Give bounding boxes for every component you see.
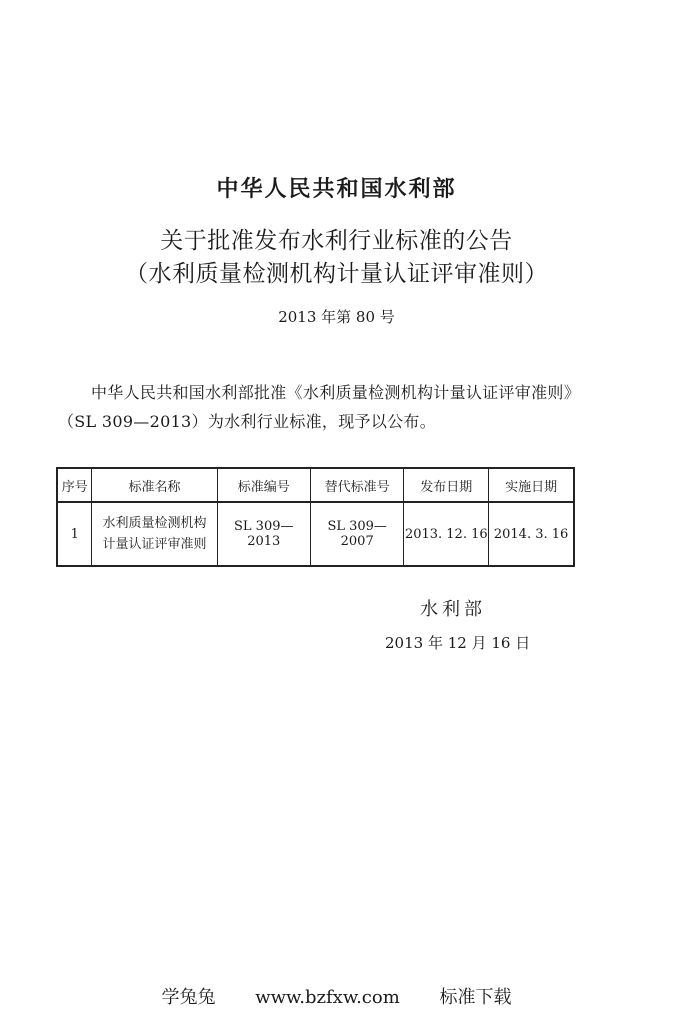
announcement-subtitle: （水利质量检测机构计量认证评审准则） bbox=[125, 261, 548, 287]
cell-name bbox=[92, 502, 217, 566]
header-name: 标准名称 bbox=[92, 468, 217, 502]
issue-date: 2013 年 12 月 16 日 bbox=[385, 634, 531, 652]
standards-table bbox=[56, 467, 575, 567]
issuer-name: 水利部 bbox=[420, 599, 486, 620]
announcement-title: 关于批准发布水利行业标准的公告 bbox=[160, 228, 513, 254]
footer-watermark bbox=[0, 983, 673, 1009]
cell-name-line1: 水利质量检测机构 bbox=[102, 516, 207, 531]
document-number: 2013 年第 80 号 bbox=[278, 308, 395, 326]
ministry-name: 中华人民共和国水利部 bbox=[216, 176, 457, 202]
header-seq: 序号 bbox=[57, 468, 92, 502]
cell-published: 2013. 12. 16 bbox=[404, 502, 489, 566]
cell-seq: 1 bbox=[57, 502, 92, 566]
table-header-row bbox=[57, 468, 574, 502]
header-published: 发布日期 bbox=[404, 468, 489, 502]
footer-site-name: 学兔兔 bbox=[161, 987, 216, 1008]
cell-name-line2: 计量认证评审准则 bbox=[102, 537, 207, 552]
header-replaces: 替代标准号 bbox=[310, 468, 403, 502]
footer-url[interactable]: www.bzfxw.com bbox=[255, 987, 400, 1008]
cell-code: SL 309—2013 bbox=[217, 502, 310, 566]
footer-tagline: 标准下载 bbox=[439, 987, 512, 1008]
announcement-body: 中华人民共和国水利部批准《水利质量检测机构计量认证评审准则》（SL 309—2013）为水利行业标准，现予以公布。 bbox=[58, 383, 573, 431]
header-effective: 实施日期 bbox=[489, 468, 574, 502]
header-code: 标准编号 bbox=[217, 468, 310, 502]
cell-effective: 2014. 3. 16 bbox=[489, 502, 574, 566]
cell-replaces: SL 309—2007 bbox=[310, 502, 403, 566]
table-row bbox=[57, 502, 574, 566]
